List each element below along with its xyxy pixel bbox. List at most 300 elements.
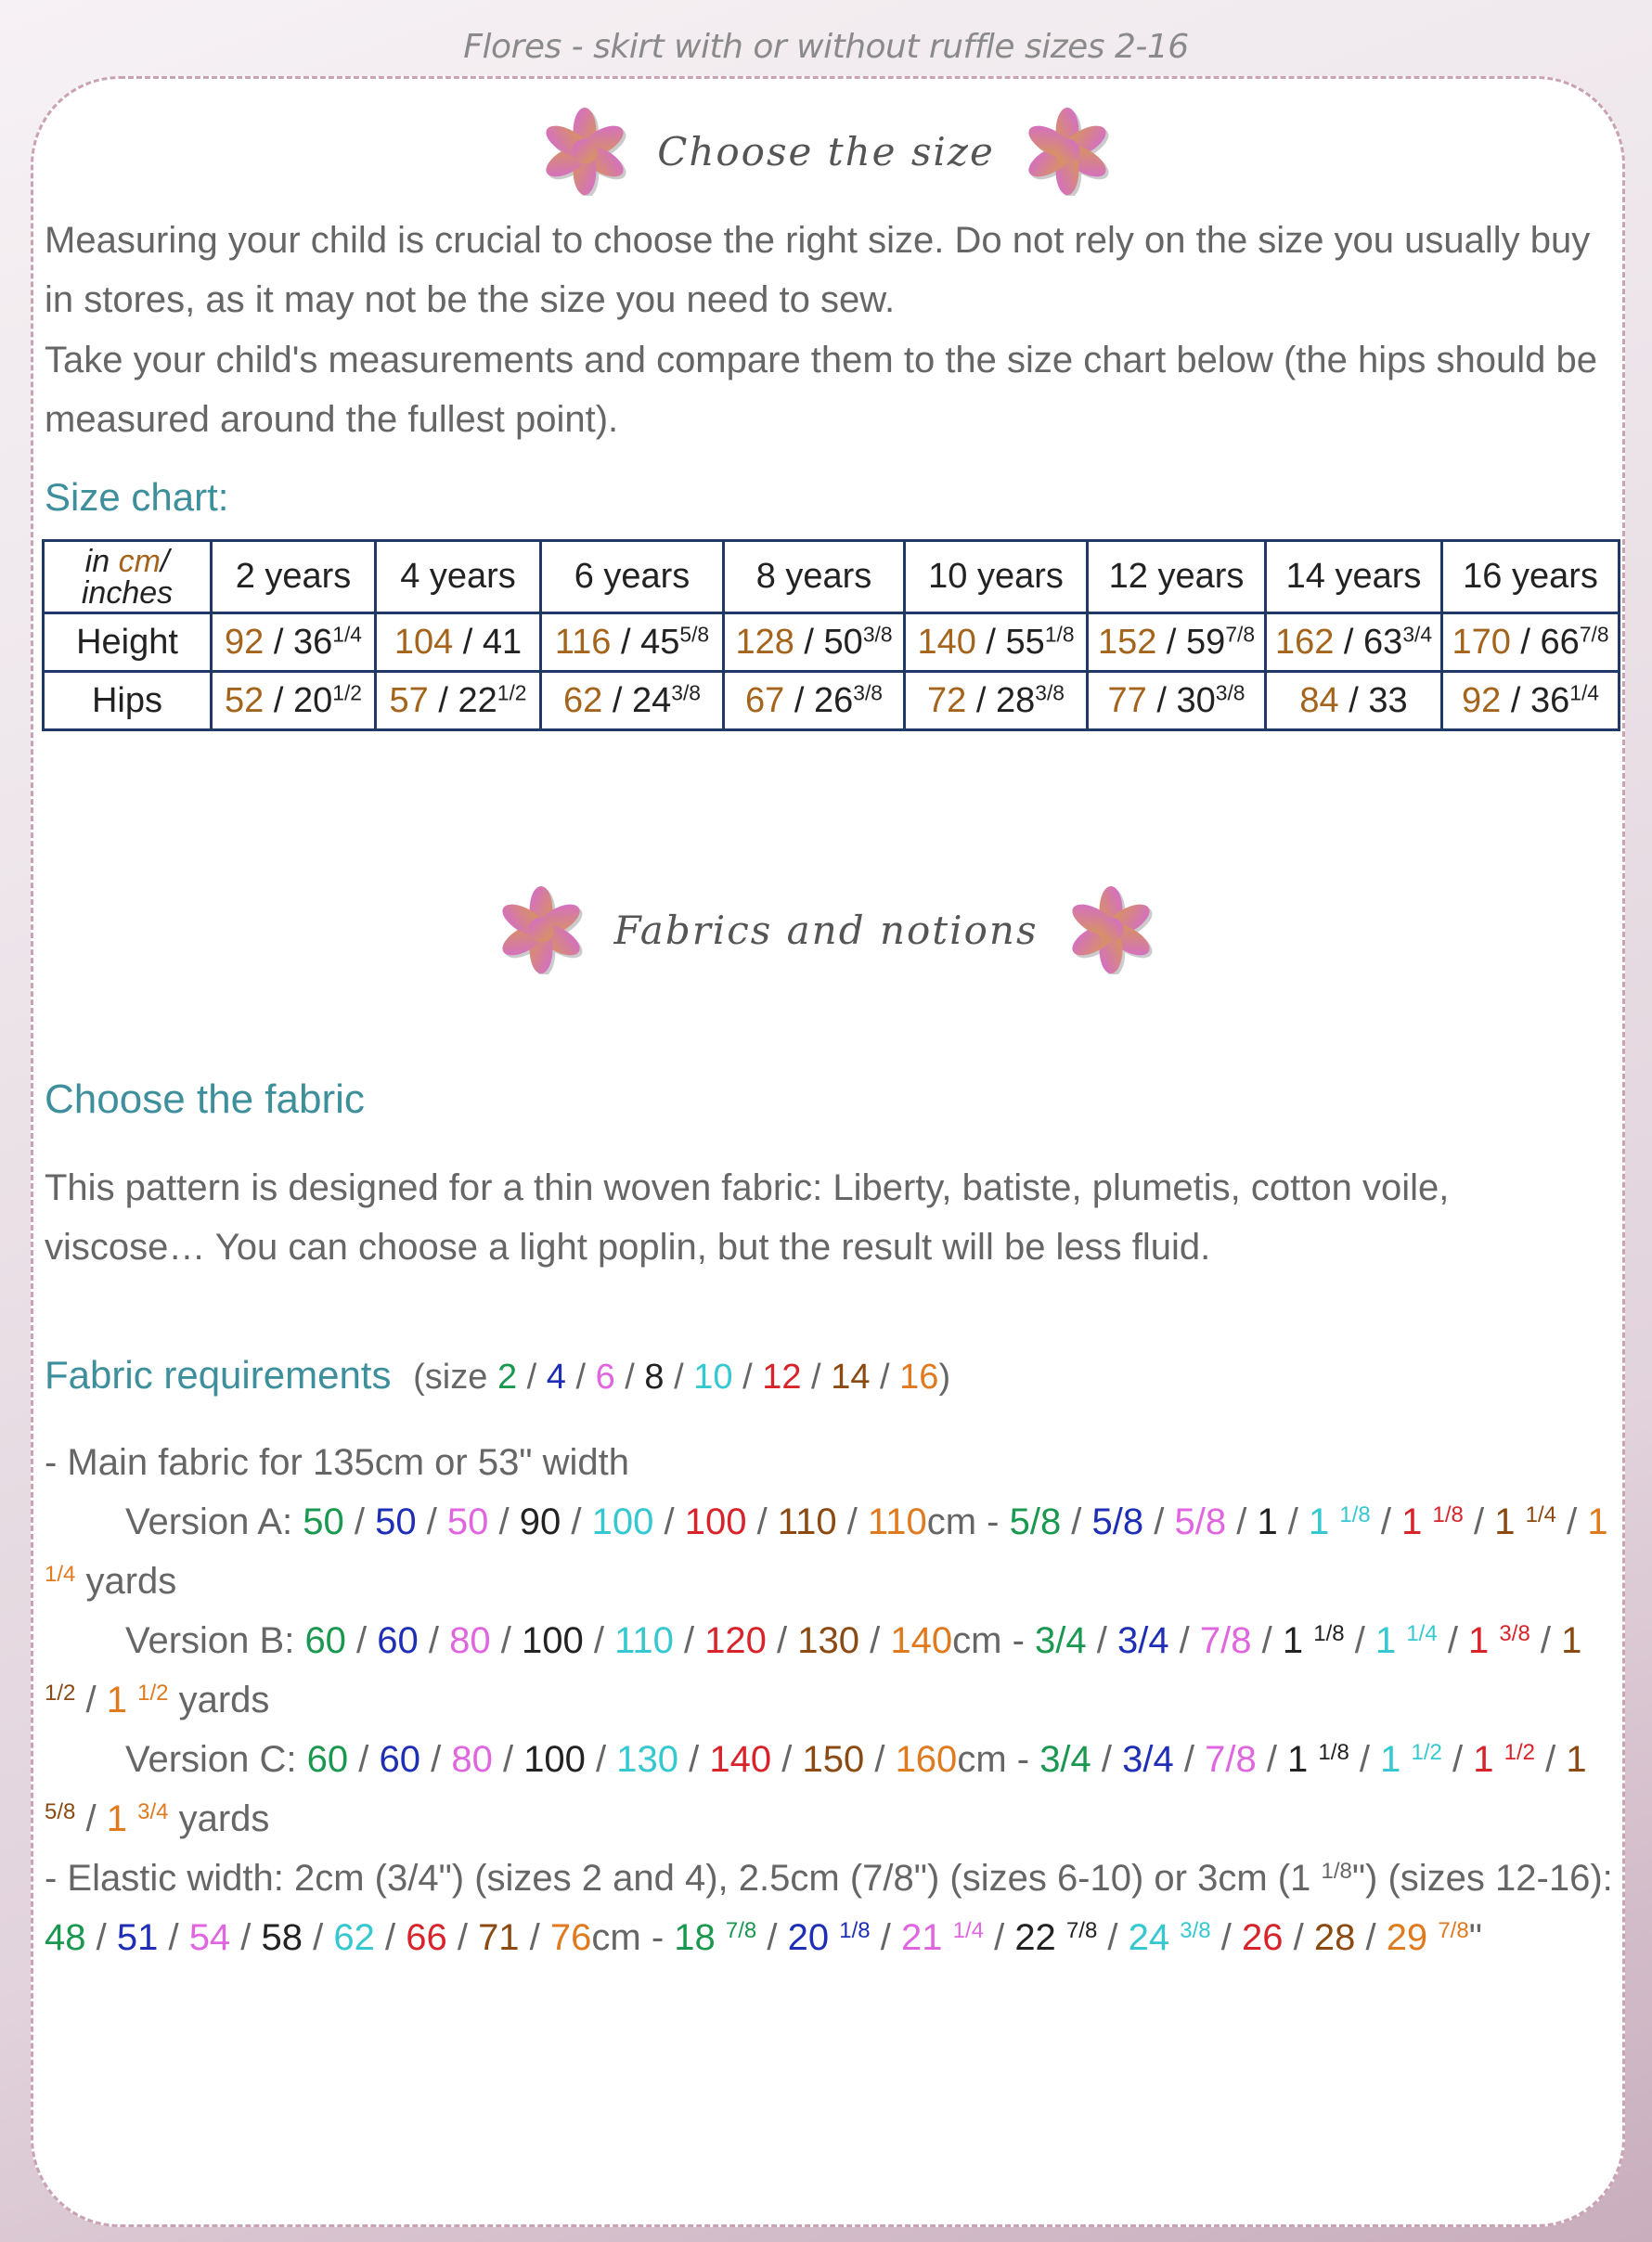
separator: / — [343, 1501, 376, 1542]
elastic-inch — [1387, 1917, 1469, 1958]
size-cell — [212, 672, 376, 730]
size-cell — [724, 613, 905, 672]
size-cell — [1088, 613, 1266, 672]
inch-value: 28 — [995, 680, 1036, 720]
elastic-inch — [901, 1917, 984, 1958]
yard-whole: 1 — [1401, 1501, 1423, 1542]
separator: / — [345, 1620, 378, 1661]
cm-amount: 80 — [449, 1620, 491, 1661]
elastic-inch-whole: 24 — [1128, 1917, 1170, 1958]
unit-yards: yards — [168, 1798, 270, 1839]
elastic-inch — [1129, 1917, 1211, 1958]
elastic-inch-fraction: 3/8 — [1180, 1917, 1211, 1943]
inch-fraction: 5/8 — [679, 621, 710, 646]
cm-amount: 160 — [895, 1739, 958, 1780]
version-label: Version B: — [125, 1620, 305, 1661]
separator: / — [264, 622, 293, 662]
size-legend-item: 6 — [595, 1358, 615, 1397]
fabric-requirements-line — [45, 1353, 950, 1398]
separator: / — [453, 622, 483, 662]
flower-icon — [540, 107, 629, 196]
unit-yards: yards — [168, 1680, 270, 1720]
size-cell — [541, 672, 724, 730]
separator: / — [158, 1917, 189, 1958]
separator: / — [870, 1917, 901, 1958]
yard-amount — [1039, 1739, 1091, 1780]
size-cell — [1266, 613, 1442, 672]
yard-fraction: 1/8 — [1339, 1501, 1371, 1527]
elastic-cm: 48 — [45, 1917, 86, 1958]
separator: / — [1226, 1501, 1258, 1542]
elastic-cm: 58 — [261, 1917, 303, 1958]
separator: / — [85, 1917, 117, 1958]
yard-amount — [1473, 1739, 1535, 1780]
inch-value: 22 — [458, 680, 497, 720]
inch-value: 36 — [292, 622, 333, 662]
yard-fraction: 1/2 — [1504, 1739, 1535, 1765]
separator: / — [1555, 1501, 1588, 1542]
separator: / — [1061, 1501, 1092, 1542]
cm-amount: 90 — [519, 1501, 561, 1542]
yard-fraction: 1/2 — [45, 1680, 76, 1706]
separator: / — [1173, 1739, 1206, 1780]
yard-whole: 1 — [1309, 1501, 1330, 1542]
cm-amount: 100 — [684, 1501, 747, 1542]
separator: / — [836, 1501, 868, 1542]
separator: / — [1534, 1739, 1567, 1780]
elastic-values-line — [45, 1908, 1613, 1967]
cm-value: 116 — [554, 622, 612, 662]
yard-whole: 1 — [1380, 1739, 1401, 1780]
cm-value: 162 — [1274, 622, 1335, 662]
yard-amount — [1035, 1620, 1087, 1661]
separator: / — [565, 1358, 596, 1397]
cm-value: 128 — [735, 622, 794, 662]
cm-amount: 140 — [890, 1620, 953, 1661]
cm-amount: 60 — [306, 1739, 349, 1780]
measurements-paragraph: Take your child's measurements and compare them to the size chart below (the hips should be measured around the fullest point). — [45, 340, 1597, 440]
row-label: Height — [44, 613, 212, 672]
separator: / — [1334, 622, 1364, 662]
column-header: 8 years — [724, 541, 905, 613]
elastic-inch — [788, 1917, 871, 1958]
inch-mark: " — [1468, 1917, 1482, 1958]
elastic-inch-whole: 29 — [1386, 1917, 1428, 1958]
elastic-cm: 54 — [188, 1917, 231, 1958]
elastic-inch-fraction: 7/8 — [1438, 1917, 1469, 1943]
size-cell — [376, 672, 541, 730]
separator: / — [756, 1917, 788, 1958]
cm-amount: 50 — [375, 1501, 417, 1542]
inch-fraction: 1/2 — [332, 679, 362, 704]
yard-fraction: 1/4 — [45, 1561, 76, 1587]
cm-amount: 110 — [777, 1501, 837, 1542]
unit-yards: yards — [75, 1561, 177, 1602]
cm-value: 84 — [1299, 680, 1339, 720]
yard-whole: 1 — [1561, 1620, 1582, 1661]
size-cell — [376, 613, 541, 672]
version-label: Version A: — [125, 1501, 303, 1542]
separator: / — [870, 1358, 900, 1397]
cm-amount: 110 — [614, 1620, 674, 1661]
unit-cm: cm — [957, 1739, 1007, 1780]
separator: / — [1143, 1501, 1175, 1542]
hips-row — [44, 672, 1620, 730]
separator: / — [1338, 680, 1369, 720]
yard-fraction: 1/8 — [1432, 1501, 1464, 1527]
separator: / — [678, 1739, 710, 1780]
separator: / — [1097, 1917, 1129, 1958]
elastic-inch-fraction: 7/8 — [1065, 1917, 1098, 1943]
yard-fraction: 1/8 — [1313, 1620, 1345, 1646]
separator: / — [1283, 1917, 1314, 1958]
cm-value: 92 — [225, 622, 265, 662]
size-cell — [724, 672, 905, 730]
cm-amount: 120 — [704, 1620, 767, 1661]
column-header: 12 years — [1088, 541, 1266, 613]
separator: / — [1277, 1501, 1310, 1542]
elastic-inch — [1314, 1917, 1356, 1958]
unit-cm: cm — [952, 1620, 1002, 1661]
separator: / — [348, 1739, 380, 1780]
separator: / — [446, 1917, 479, 1958]
version-label: Version C: — [125, 1739, 307, 1780]
yard-fraction: 3/4 — [137, 1798, 169, 1824]
yard-fraction: 5/8 — [45, 1798, 76, 1824]
flower-icon — [497, 885, 586, 974]
row-label: Hips — [44, 672, 212, 730]
separator: / — [75, 1798, 107, 1839]
column-header: 16 years — [1442, 541, 1620, 613]
inch-value: 59 — [1186, 622, 1226, 662]
cm-value: 62 — [563, 680, 603, 720]
inch-fraction: 3/8 — [862, 621, 893, 646]
inch-fraction: 7/8 — [1579, 621, 1609, 646]
cm-amount: 100 — [523, 1739, 586, 1780]
cm-amount: 100 — [521, 1620, 584, 1661]
size-cell — [1442, 672, 1620, 730]
separator: / — [1510, 622, 1541, 662]
inch-fraction: 3/4 — [1402, 621, 1433, 646]
cm-value: 140 — [917, 622, 976, 662]
dash: - — [976, 1501, 1010, 1542]
inch-fraction: 1/4 — [332, 621, 362, 646]
inch-value: 63 — [1363, 622, 1403, 662]
yard-whole: 1 — [1468, 1620, 1490, 1661]
separator: / — [519, 1917, 550, 1958]
yard-amount — [1010, 1501, 1062, 1542]
size-legend-item: 14 — [831, 1358, 871, 1397]
elastic-cm: 76 — [549, 1917, 592, 1958]
elastic-inch — [1014, 1917, 1097, 1958]
cm-amount: 140 — [709, 1739, 772, 1780]
cm-value: 92 — [1462, 680, 1502, 720]
separator: / — [794, 622, 824, 662]
yard-amount — [1380, 1739, 1442, 1780]
yard-amount — [1122, 1739, 1174, 1780]
yard-whole: 1 — [1566, 1739, 1587, 1780]
inch-fraction: 7/8 — [1225, 621, 1256, 646]
separator: / — [746, 1501, 778, 1542]
yard-amount — [107, 1798, 169, 1839]
cm-value: 52 — [225, 680, 265, 720]
elastic-inch-whole: 21 — [900, 1917, 943, 1958]
yard-fraction: 1/2 — [1411, 1739, 1442, 1765]
size-chart-table — [42, 539, 1620, 731]
cm-amount: 60 — [377, 1620, 419, 1661]
yard-whole: 3/4 — [1039, 1739, 1091, 1780]
yard-amount — [1494, 1501, 1556, 1542]
column-header: 10 years — [905, 541, 1088, 613]
yard-amount — [1401, 1501, 1464, 1542]
yard-whole: 7/8 — [1205, 1739, 1257, 1780]
yard-amount — [1283, 1620, 1345, 1661]
dash: - — [1006, 1739, 1040, 1780]
cm-value: 77 — [1107, 680, 1147, 720]
requirements-block — [45, 1433, 1613, 1967]
inch-value: 55 — [1005, 622, 1045, 662]
elastic-inch-whole: 26 — [1242, 1917, 1284, 1958]
separator: / — [966, 680, 996, 720]
separator: / — [1344, 1620, 1375, 1661]
separator: / — [230, 1917, 262, 1958]
yard-whole: 1 — [1287, 1739, 1309, 1780]
separator: / — [374, 1917, 407, 1958]
yard-whole: 7/8 — [1199, 1620, 1252, 1661]
choose-fabric-label: Choose the fabric — [45, 1076, 365, 1122]
fabrics-heading — [0, 879, 1652, 981]
yard-amount — [1375, 1620, 1438, 1661]
elastic-cm: 62 — [333, 1917, 375, 1958]
yard-fraction: 1/4 — [1525, 1501, 1556, 1527]
separator: / — [864, 1739, 896, 1780]
yard-whole: 1 — [1282, 1620, 1304, 1661]
inch-value: 50 — [823, 622, 863, 662]
version-line — [45, 1492, 1613, 1611]
size-cell — [1088, 672, 1266, 730]
column-header: 14 years — [1266, 541, 1442, 613]
cm-value: 152 — [1097, 622, 1157, 662]
separator: / — [1256, 1739, 1288, 1780]
size-legend-item: 2 — [497, 1358, 518, 1397]
main-fabric-line: - Main fabric for 135cm or 53" width — [45, 1442, 629, 1483]
yard-whole: 1 — [1473, 1739, 1494, 1780]
measuring-paragraph: Measuring your child is crucial to choose the right size. Do not rely on the size you usually buy in stores, as it may not be the size you need to sew. — [45, 220, 1591, 320]
column-header: 4 years — [376, 541, 541, 613]
separator: / — [1168, 1620, 1200, 1661]
cm-amount: 110 — [867, 1501, 927, 1542]
inch-fraction: 3/8 — [1215, 679, 1245, 704]
separator: / — [602, 680, 632, 720]
yard-amount — [1205, 1739, 1257, 1780]
cm-amount: 100 — [591, 1501, 654, 1542]
cm-amount: 60 — [379, 1739, 420, 1780]
version-line — [45, 1611, 1613, 1730]
inch-value: 33 — [1368, 680, 1408, 720]
yard-fraction: 3/8 — [1499, 1620, 1530, 1646]
dash: - — [1001, 1620, 1035, 1661]
column-header: 6 years — [541, 541, 724, 613]
yard-fraction: 1/8 — [1318, 1739, 1349, 1765]
size-cell — [212, 613, 376, 672]
elastic-inch-whole: 18 — [674, 1917, 716, 1958]
inch-value: 36 — [1529, 680, 1570, 720]
yard-whole: 1 — [106, 1798, 127, 1839]
size-legend: (size 2 / 4 / 6 / 8 / 10 / 12 / 14 / 16) — [413, 1358, 951, 1397]
separator: / — [766, 1620, 798, 1661]
choose-size-heading-text: Choose the size — [657, 128, 995, 174]
size-legend-item: 12 — [762, 1358, 802, 1397]
units-cell: in cm/ inches — [44, 541, 212, 613]
inch-fraction: 3/8 — [853, 679, 883, 704]
separator: / — [561, 1501, 592, 1542]
dash: - — [640, 1917, 675, 1958]
size-chart-header-row — [44, 541, 1620, 613]
size-cell — [541, 613, 724, 672]
separator: / — [771, 1739, 803, 1780]
cm-amount: 130 — [616, 1739, 679, 1780]
separator: / — [517, 1358, 547, 1397]
yard-whole: 5/8 — [1174, 1501, 1227, 1542]
cm-value: 57 — [389, 680, 429, 720]
choose-size-heading — [0, 100, 1652, 202]
separator: / — [1441, 1739, 1474, 1780]
size-legend-item: 4 — [546, 1358, 566, 1397]
fabrics-heading-text: Fabrics and notions — [613, 907, 1039, 953]
inch-value: 41 — [482, 622, 523, 662]
inch-fraction: 1/2 — [497, 679, 527, 704]
yard-fraction: 1/4 — [1406, 1620, 1438, 1646]
yard-whole: 5/8 — [1009, 1501, 1062, 1542]
inch-value: 20 — [292, 680, 333, 720]
separator: / — [1091, 1739, 1123, 1780]
separator: / — [1086, 1620, 1117, 1661]
separator: / — [585, 1739, 617, 1780]
separator: / — [488, 1501, 520, 1542]
inch-value: 45 — [640, 622, 680, 662]
elastic-inch — [674, 1917, 756, 1958]
cm-amount: 50 — [446, 1501, 489, 1542]
version-line — [45, 1730, 1613, 1849]
elastic-inch-whole: 28 — [1313, 1917, 1356, 1958]
elastic-inch-whole: 22 — [1014, 1917, 1056, 1958]
flower-icon — [1066, 885, 1155, 974]
elastic-inch — [1242, 1917, 1284, 1958]
yard-whole: 1 — [1587, 1501, 1608, 1542]
elastic-cm: 71 — [478, 1917, 520, 1958]
separator: / — [1251, 1620, 1283, 1661]
yard-amount — [1257, 1501, 1277, 1542]
yard-amount — [1092, 1501, 1144, 1542]
unit-cm: cm — [591, 1917, 641, 1958]
elastic-inch-fraction: 1/8 — [839, 1917, 871, 1943]
inch-value: 30 — [1176, 680, 1216, 720]
separator: / — [983, 1917, 1015, 1958]
yard-whole: 1 — [1375, 1620, 1397, 1661]
unit-cm: cm — [926, 1501, 977, 1542]
elastic-inch-whole: 20 — [787, 1917, 830, 1958]
separator: / — [1529, 1620, 1562, 1661]
yard-whole: 3/4 — [1116, 1620, 1169, 1661]
separator: / — [492, 1739, 524, 1780]
separator: / — [490, 1620, 522, 1661]
elastic-cm: 51 — [116, 1917, 159, 1958]
document-title: Flores - skirt with or without ruffle sizes 2-16 — [463, 28, 1189, 66]
yard-whole: 1 — [1257, 1501, 1278, 1542]
yard-amount — [1309, 1501, 1371, 1542]
separator: / — [614, 1358, 645, 1397]
separator: / — [416, 1501, 447, 1542]
cm-amount: 60 — [304, 1620, 346, 1661]
size-legend-item: 16 — [899, 1358, 939, 1397]
inch-value: 26 — [813, 680, 854, 720]
cm-value: 72 — [927, 680, 967, 720]
separator: / — [975, 622, 1006, 662]
cm-amount: 50 — [303, 1501, 344, 1542]
separator: / — [732, 1358, 763, 1397]
inch-fraction: 3/8 — [671, 679, 701, 704]
elastic-inch-fraction: 1/4 — [952, 1917, 984, 1943]
flower-icon — [1023, 107, 1112, 196]
separator: / — [1463, 1501, 1495, 1542]
inch-fraction: 1/4 — [1569, 679, 1599, 704]
fabric-paragraph: This pattern is designed for a thin woven fabric: Liberty, batiste, plumetis, cotton voile, viscose… You can choose a light poplin, but the result will be less fluid. — [45, 1167, 1450, 1268]
separator: / — [801, 1358, 832, 1397]
separator: / — [303, 1917, 334, 1958]
elastic-line: - Elastic width: 2cm (3/4") (sizes 2 and 4), 2.5cm (7/8") (sizes 6-10) or 3cm (1 $^{1/8}$") (sizes 12-16): — [45, 1858, 1613, 1899]
size-chart-label: Size chart: — [45, 475, 229, 519]
yard-amount — [1117, 1620, 1169, 1661]
separator: / — [428, 680, 458, 720]
yard-amount — [1174, 1501, 1226, 1542]
separator: / — [1210, 1917, 1242, 1958]
separator: / — [859, 1620, 891, 1661]
separator: / — [611, 622, 641, 662]
separator: / — [784, 680, 814, 720]
yard-whole: 1 — [1494, 1501, 1516, 1542]
cm-amount: 80 — [451, 1739, 493, 1780]
size-cell — [905, 672, 1088, 730]
inch-value: 24 — [631, 680, 672, 720]
yard-amount — [1468, 1620, 1530, 1661]
cm-amount: 130 — [797, 1620, 860, 1661]
separator: / — [664, 1358, 694, 1397]
elastic-cm: 66 — [406, 1917, 447, 1958]
separator: / — [1146, 680, 1177, 720]
yard-fraction: 1/2 — [137, 1680, 169, 1706]
separator: / — [264, 680, 293, 720]
separator: / — [418, 1620, 450, 1661]
separator: / — [1156, 622, 1187, 662]
inch-fraction: 3/8 — [1035, 679, 1065, 704]
separator: / — [1355, 1917, 1387, 1958]
cm-value: 67 — [745, 680, 785, 720]
separator: / — [75, 1680, 107, 1720]
size-cell — [1266, 672, 1442, 730]
cm-amount: 150 — [802, 1739, 865, 1780]
yard-whole: 3/4 — [1035, 1620, 1087, 1661]
height-row — [44, 613, 1620, 672]
yard-amount — [1287, 1739, 1349, 1780]
size-cell — [1442, 613, 1620, 672]
separator: / — [420, 1739, 452, 1780]
separator: / — [653, 1501, 685, 1542]
inch-fraction: 1/8 — [1044, 621, 1075, 646]
separator: / — [583, 1620, 615, 1661]
size-legend-item: 10 — [693, 1358, 733, 1397]
separator: / — [1370, 1501, 1402, 1542]
cm-value: 104 — [394, 622, 454, 662]
